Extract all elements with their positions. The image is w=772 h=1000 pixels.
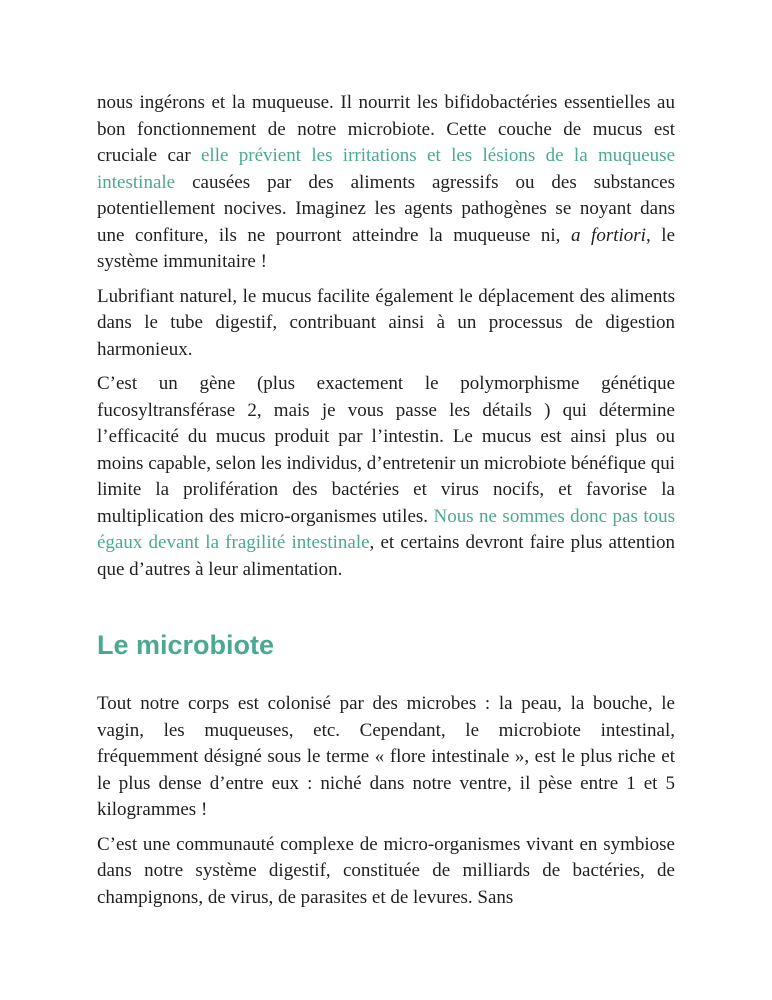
paragraph-gene (97, 371, 675, 583)
italic-phrase: a fortiori (570, 224, 646, 246)
paragraph-community: C’est une communauté complexe de micro-organismes vivant en symbiose dans notre système digestif, constituée de milliards de bactéries, de champignons, de virus, de parasites et de levures. Sans (97, 833, 675, 908)
paragraph-text: C’est un gène (plus exactement le polymorphisme génétique fucosyltransférase 2, mais je vous passe les détails ) qui détermine l’efficacité du mucus produit par l’intestin. Le mucus est ainsi plus ou moins capable, selon les individus, d’entretenir un microbiote bénéfique qui limite la prolifération des bactéries et virus nocifs, et favorise la multiplication des micro-organismes utiles. (97, 373, 675, 527)
paragraph-text: nous ingérons et la muqueuse. Il nourrit les bifidobactéries essentielles au bon fonctionnement de notre microbiote. Cette couche de mucus est cruciale car (97, 92, 675, 166)
paragraph-text: , et certains devront faire plus attention que d’autres à leur alimentation. (97, 532, 675, 580)
paragraph-text: causées par des aliments agressifs ou des substances potentiellement nocives. Imaginez les agents pathogènes se noyant dans une confiture, ils ne pourront atteindre la muqueuse ni, (97, 171, 675, 246)
paragraph-lubricant: Lubrifiant naturel, le mucus facilite également le déplacement des aliments dans le tube digestif, contribuant ainsi à un processus de digestion harmonieux. (97, 285, 675, 360)
paragraph-text: , le système immunitaire ! (97, 224, 676, 272)
highlighted-phrase: elle prévient les irritations et les lésions de la muqueuse intestinale (97, 145, 676, 193)
paragraph-colonized-body: Tout notre corps est colonisé par des microbes : la peau, la bouche, le vagin, les muqueuses, etc. Cependant, le microbiote intestinal, fréquemment désigné sous le terme « flore intestinale », est le plus riche et le plus dense d’entre eux : niché dans notre ventre, il pèse entre 1 et 5 kilogrammes ! (97, 693, 675, 820)
highlighted-phrase: Nous ne sommes donc pas tous égaux devant la fragilité intestinale (97, 505, 675, 553)
section-heading: Le microbiote (97, 630, 275, 660)
paragraph-mucus-protection (97, 90, 675, 276)
